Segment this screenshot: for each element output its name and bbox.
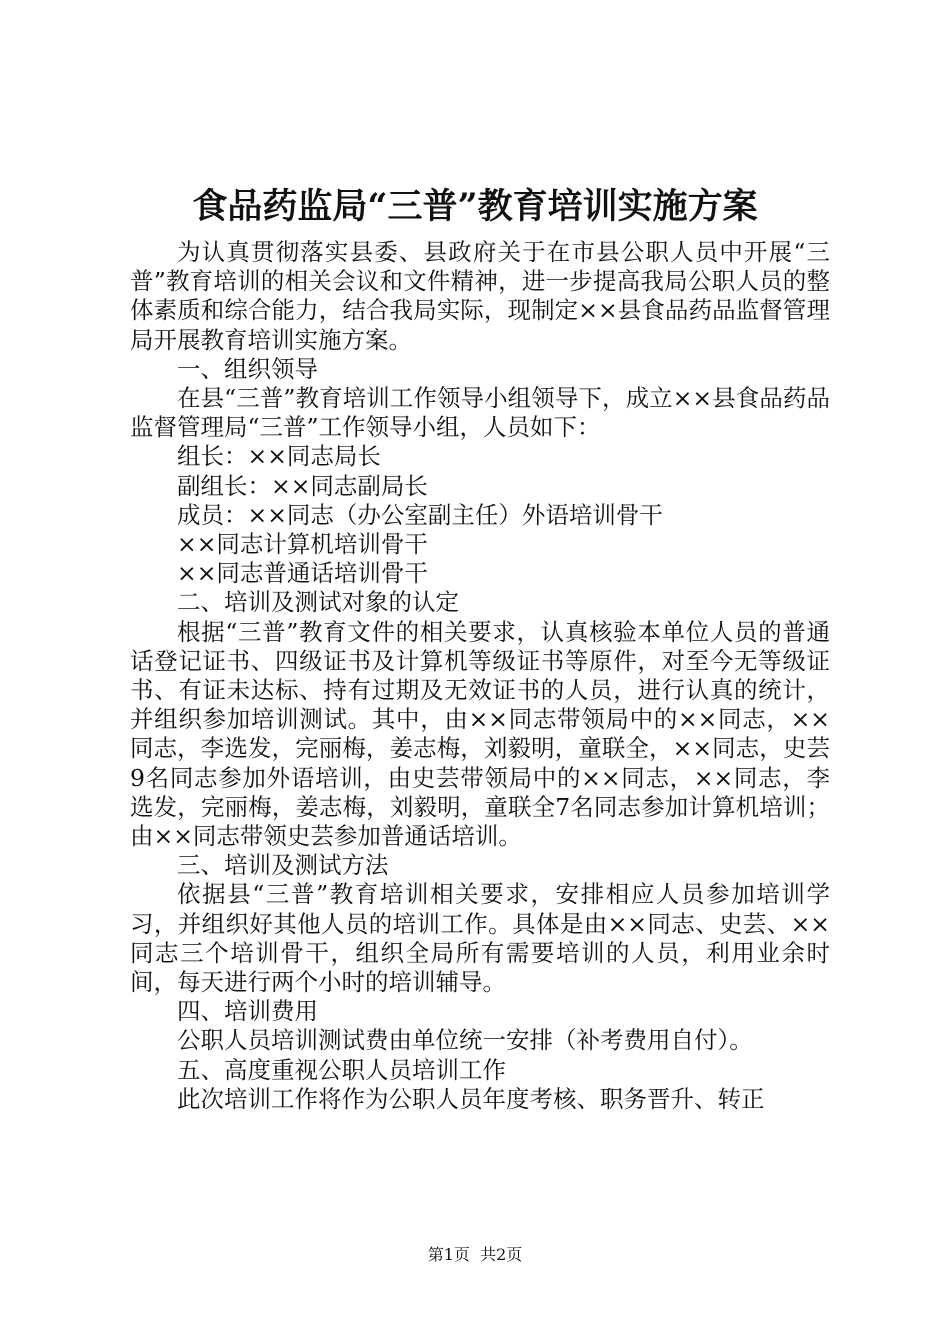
section-heading-5: 五、高度重视公职人员培训工作 <box>177 1055 506 1084</box>
paragraph-importance: 此次培训工作将作为公职人员年度考核、职务晋升、转正 <box>177 1084 765 1113</box>
paragraph-targets: 根据“三普”教育文件的相关要求，认真核验本单位人员的普通话登记证书、四级证书及计算机等级证书等原件，对至今无等级证书、有证未达标、持有过期及无效证书的人员，进行认真的统计，并组织参加培训测试。其中，由××同志带领局中的××同志，××同志，李选发，完丽梅，姜志梅，刘毅明，童联全，××同志，史芸9名同志参加外语培训，由史芸带领局中的××同志，××同志，李选发，完丽梅，姜志梅，刘毅明，童联全7名同志参加计算机培训；由××同志带领史芸参加普通话培训。 <box>130 617 830 851</box>
section-heading-2: 二、培训及测试对象的认定 <box>177 588 459 617</box>
section-heading-3: 三、培训及测试方法 <box>177 851 389 880</box>
list-item: ××同志计算机培训骨干 <box>177 530 428 559</box>
list-item: 副组长：××同志副局长 <box>177 471 428 500</box>
paragraph-leadership: 在县“三普”教育培训工作领导小组领导下，成立××县食品药品监督管理局“三普”工作领导小组，人员如下： <box>130 384 830 442</box>
paragraph-intro: 为认真贯彻落实县委、县政府关于在市县公职人员中开展“三普”教育培训的相关会议和文件精神，进一步提高我局公职人员的整体素质和综合能力，结合我局实际，现制定××县食品药品监督管理局开展教育培训实施方案。 <box>130 238 830 354</box>
document-body <box>130 238 830 1114</box>
page-footer <box>0 1243 950 1267</box>
section-heading-1: 一、组织领导 <box>177 354 318 383</box>
list-item: ××同志普通话培训骨干 <box>177 559 428 588</box>
page-title: 食品药监局“三普”教育培训实施方案 <box>192 186 758 227</box>
paragraph-methods: 依据县“三普”教育培训相关要求，安排相应人员参加培训学习，并组织好其他人员的培训工作。具体是由××同志、史芸、××同志三个培训骨干，组织全局所有需要培训的人员，利用业余时间，每天进行两个小时的培训辅导。 <box>130 880 830 997</box>
list-item: 组长：××同志局长 <box>177 442 381 471</box>
paragraph-fees: 公职人员培训测试费由单位统一安排（补考费用自付）。 <box>177 1026 753 1055</box>
section-heading-4: 四、培训费用 <box>177 997 318 1026</box>
list-item: 成员：××同志（办公室副主任）外语培训骨干 <box>177 500 663 529</box>
page-number: 第1页 共2页 <box>427 1245 523 1264</box>
